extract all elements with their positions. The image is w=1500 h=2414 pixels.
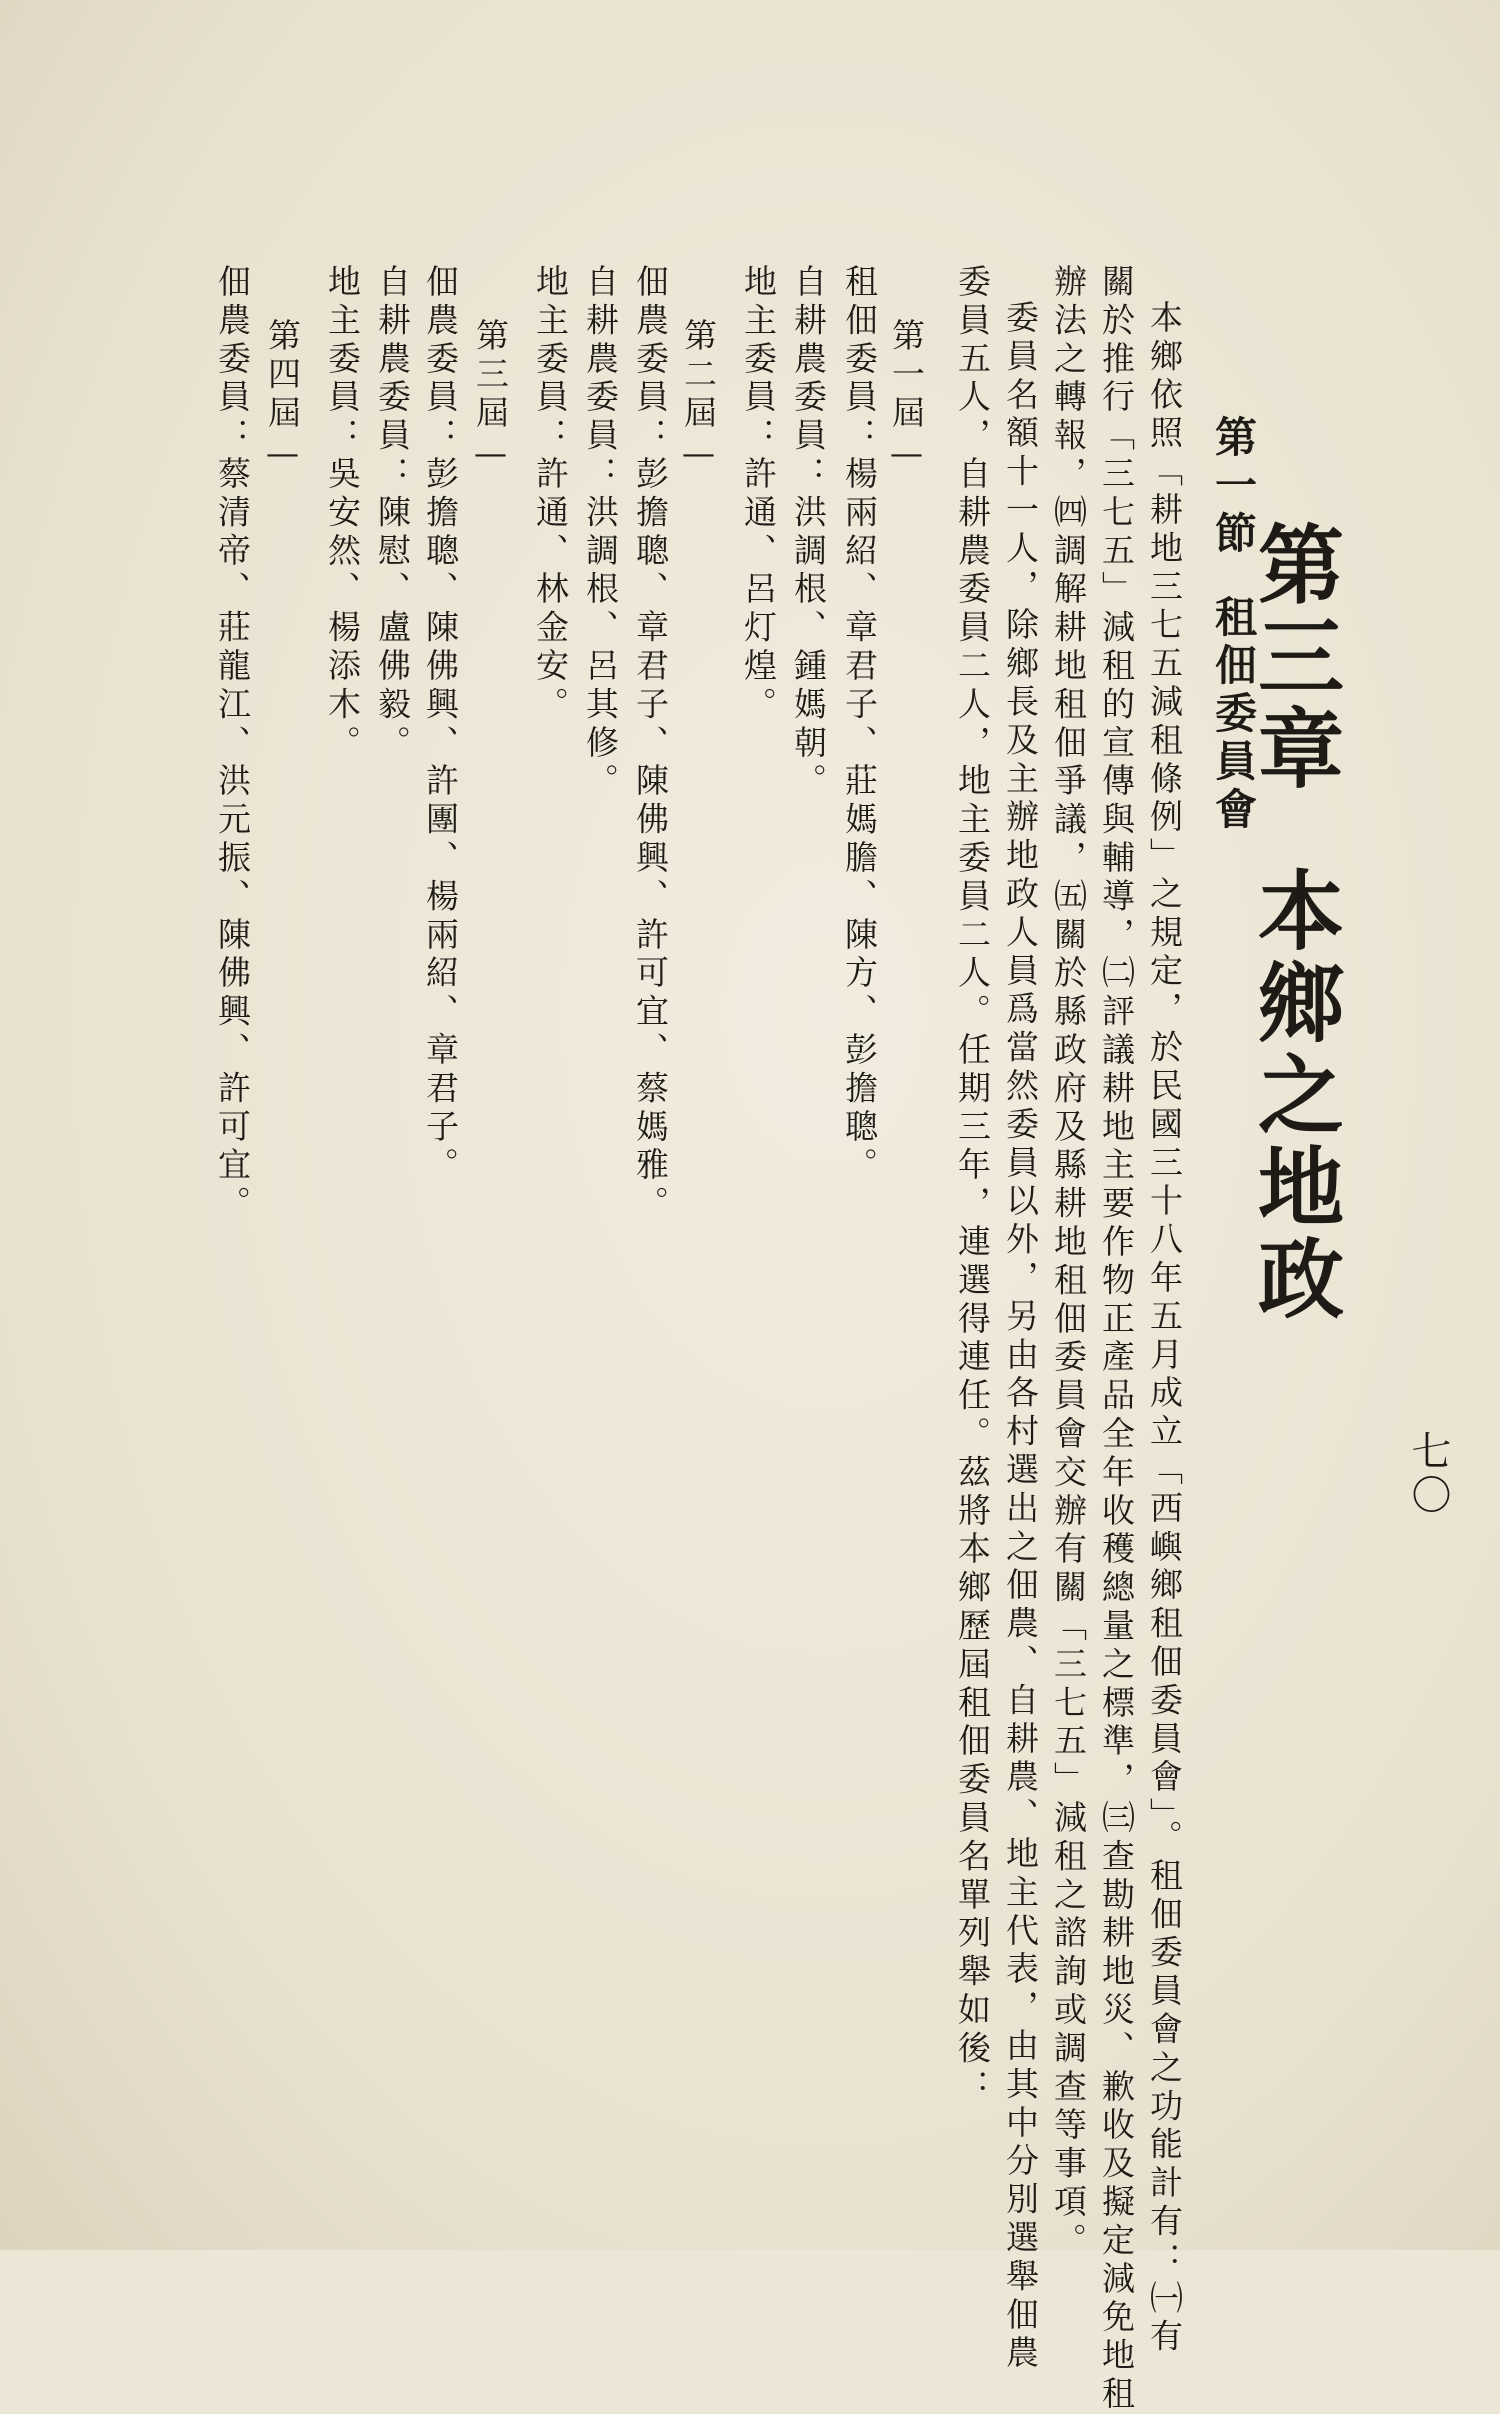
section-title (1209, 415, 1258, 835)
chapter-name: 本鄉之地政 (1243, 866, 1343, 1326)
tenant-members: 佃農委員：蔡清帝、莊龍江、洪元振、陳佛興、許可宜。 (213, 264, 252, 1224)
term-heading: 第一屆— (887, 318, 926, 478)
owner-cultivator-members: 自耕農委員：陳慰、盧佛毅。 (373, 264, 412, 764)
page-number: 七〇 (1405, 1430, 1451, 1518)
paragraph-line: 委員名額十一人，除鄉長及主辦地政人員爲當然委員以外，另由各村選出之佃農、自耕農、地主代表，由其中分別選舉佃農 (1001, 300, 1040, 2374)
paragraph-line: 本鄉依照「耕地三七五減租條例」之規定，於民國三十八年五月成立「西嶼鄉租佃委員會」。租佃委員會之功能計有：㈠有 (1145, 300, 1184, 2358)
chapter-number: 第三章 (1243, 520, 1343, 796)
tenant-members: 佃農委員：彭擔聰、章君子、陳佛興、許可宜、蔡媽雅。 (631, 264, 670, 1224)
paragraph-line: 關於推行「三七五」減租的宣傳與輔導，㈡評議耕地主要作物正產品全年收穫總量之標準，㈢查勘耕地災、歉收及擬定減免地租 (1097, 264, 1136, 2414)
tenant-members: 佃農委員：彭擔聰、陳佛興、許團、楊兩紹、章君子。 (421, 264, 460, 1186)
landlord-members: 地主委員：許通、林金安。 (531, 264, 570, 725)
owner-cultivator-members: 自耕農委員：洪調根、呂其修。 (581, 264, 620, 802)
term-heading: 第二屆— (679, 318, 718, 478)
term-heading: 第三屆— (471, 318, 510, 478)
paragraph-line: 辦法之轉報，㈣調解耕地租佃爭議，㈤關於縣政府及縣耕地租佃委員會交辦有關「三七五」減租之諮詢或調查等事項。 (1049, 264, 1088, 2261)
paragraph-line: 委員五人，自耕農委員二人，地主委員二人。任期三年，連選得連任。茲將本鄉歷屆租佃委員名單列舉如後： (953, 264, 992, 2108)
term-heading: 第四屆— (263, 318, 302, 478)
owner-cultivator-members: 自耕農委員：洪調根、鍾媽朝。 (789, 264, 828, 802)
landlord-members: 地主委員：許通、呂灯煌。 (739, 264, 778, 725)
section-name: 租佃委員會 (1209, 595, 1258, 835)
section-number: 第一節 (1209, 415, 1258, 559)
chapter-title (1243, 520, 1343, 1326)
landlord-members: 地主委員：吳安然、楊添木。 (323, 264, 362, 764)
tenant-members: 租佃委員：楊兩紹、章君子、莊媽膽、陳方、彭擔聰。 (840, 264, 879, 1186)
